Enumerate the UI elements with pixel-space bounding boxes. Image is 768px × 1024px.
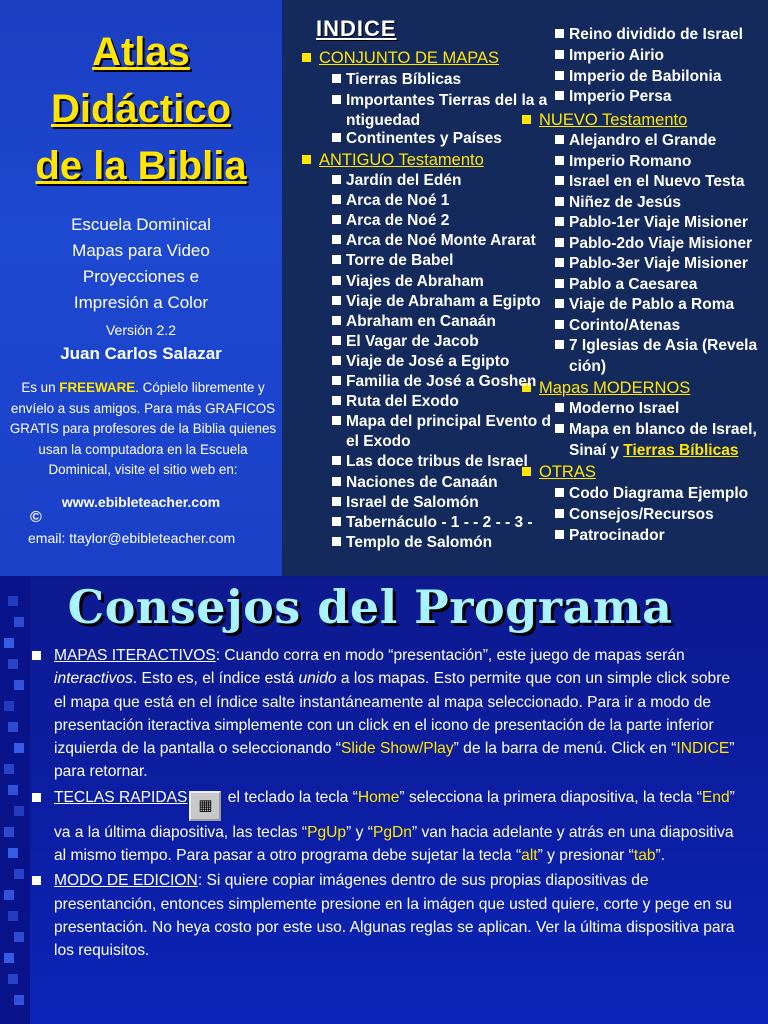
index-item[interactable] bbox=[332, 211, 449, 231]
index-item[interactable] bbox=[555, 275, 697, 295]
tip-text: ” van hacia adelante y atrás en una diapositiva al mismo tiempo. Para pasar a otro programa debe sujetar la tecla “ bbox=[54, 823, 734, 865]
decorative-square bbox=[4, 953, 14, 963]
slideshow-icon[interactable]: ▦ bbox=[189, 791, 221, 821]
bullet-icon bbox=[555, 238, 564, 247]
section-label: OTRAS bbox=[539, 463, 596, 481]
index-heading: INDICE bbox=[316, 16, 397, 41]
index-item-label: El Vagar de Jacob bbox=[346, 332, 479, 350]
section-label: Mapas MODERNOS bbox=[539, 379, 691, 397]
index-item[interactable] bbox=[332, 231, 536, 251]
index-item-label: Viaje de Pablo a Roma bbox=[569, 296, 735, 313]
index-item[interactable] bbox=[332, 332, 479, 352]
bullet-icon bbox=[555, 403, 564, 412]
index-item-label: Jardín del Edén bbox=[346, 172, 462, 189]
tip-highlight: tab bbox=[633, 847, 656, 865]
tip-highlight: PgUp bbox=[307, 823, 347, 841]
index-item-label: Arca de Noé 2 bbox=[346, 212, 450, 230]
bullet-icon bbox=[332, 336, 341, 345]
tip-highlight: PgDn bbox=[372, 823, 412, 841]
subtitle-line: Proyecciones e bbox=[82, 267, 200, 286]
tip-heading: TECLAS RAPIDAS bbox=[54, 788, 188, 806]
tip-heading: MODO DE EDICION bbox=[54, 872, 198, 890]
index-item[interactable] bbox=[332, 292, 541, 312]
index-item-label: Ruta del Exodo bbox=[346, 393, 459, 411]
bullet-icon bbox=[555, 176, 564, 185]
tip-mapas-interactivos bbox=[32, 644, 744, 784]
index-item-label: Codo Diagrama Ejemplo bbox=[569, 485, 749, 502]
tip-text: el teclado la tecla “ bbox=[223, 788, 358, 806]
author-name: Juan Carlos Salazar bbox=[60, 344, 222, 363]
index-item-label: Arca de Noé 1 bbox=[346, 192, 450, 210]
bullet-icon bbox=[555, 217, 564, 226]
bullet-icon bbox=[332, 416, 341, 425]
index-item-label: Familia de José a Goshen bbox=[346, 373, 537, 390]
decorative-square bbox=[8, 785, 18, 795]
bullet-icon bbox=[332, 477, 341, 486]
tip-text: ” y presionar “ bbox=[537, 847, 634, 865]
index-item-label: Niñez de Jesús bbox=[569, 193, 681, 211]
index-item[interactable] bbox=[555, 295, 734, 315]
decorative-square bbox=[4, 701, 14, 711]
subtitle-line: Impresión a Color bbox=[73, 293, 209, 312]
decorative-square bbox=[8, 722, 18, 732]
index-item-label: Imperio de Babilonia bbox=[569, 67, 722, 85]
bullet-icon bbox=[555, 197, 564, 206]
tip-text: . Esto es, el índice está bbox=[132, 670, 299, 688]
decorative-square bbox=[14, 680, 24, 690]
index-item-label: Mapa en blanco de Israel, bbox=[569, 421, 757, 438]
index-item-label: Sinaí y bbox=[569, 442, 624, 459]
bullet-icon bbox=[332, 456, 341, 465]
index-item[interactable] bbox=[555, 152, 691, 172]
bullet-icon bbox=[555, 320, 564, 329]
bullet-icon bbox=[555, 258, 564, 267]
index-item[interactable] bbox=[555, 316, 680, 336]
index-item-label: Pablo-2do Viaje Misioner bbox=[569, 234, 753, 252]
tip-text: ” selecciona la primera diapositiva, la tecla “ bbox=[399, 788, 702, 806]
bullet-icon bbox=[332, 517, 341, 526]
index-item-continuation[interactable] bbox=[569, 441, 738, 461]
index-item[interactable] bbox=[555, 25, 743, 45]
bullet-icon bbox=[555, 488, 564, 497]
index-item[interactable] bbox=[555, 193, 681, 213]
section-conjunto-mapas[interactable] bbox=[302, 48, 499, 68]
tip-text-italic: unido bbox=[298, 670, 337, 688]
index-item[interactable] bbox=[555, 254, 748, 274]
tip-text: : Cuando corra en modo “presentación”, este juego de mapas serán bbox=[215, 647, 685, 664]
copyright-symbol: © bbox=[30, 509, 42, 526]
bullet-icon bbox=[332, 175, 341, 184]
tip-text-italic: interactivos bbox=[54, 670, 133, 688]
index-item-label: Continentes y Países bbox=[346, 130, 502, 147]
index-item-continuation[interactable] bbox=[346, 432, 411, 452]
index-item-label: Naciones de Canaán bbox=[346, 473, 498, 491]
bullet-icon bbox=[332, 195, 341, 204]
atlas-title bbox=[0, 24, 282, 195]
index-item-label: Israel de Salomón bbox=[346, 493, 479, 511]
index-item[interactable] bbox=[332, 533, 492, 553]
bullet-icon bbox=[332, 133, 341, 142]
index-item-label: Mapa del principal Evento d bbox=[346, 413, 551, 431]
index-item-label: el Exodo bbox=[346, 433, 411, 451]
index-item[interactable] bbox=[555, 46, 664, 66]
section-label: NUEVO Testamento bbox=[539, 111, 688, 129]
bullet-icon bbox=[302, 53, 311, 62]
bullet-icon bbox=[332, 497, 341, 506]
index-item-continuation[interactable] bbox=[346, 111, 420, 131]
index-item-label: Israel en el Nuevo Testa bbox=[569, 173, 745, 190]
subtitle-line: Escuela Dominical bbox=[71, 215, 211, 234]
index-item-label: 7 Iglesias de Asia (Revela bbox=[569, 337, 758, 354]
index-item-label: ntiguedad bbox=[346, 112, 421, 129]
bullet-icon bbox=[32, 651, 41, 660]
tips-list bbox=[32, 644, 744, 965]
index-item-label: Las doce tribus de Israel bbox=[346, 453, 528, 471]
index-item[interactable] bbox=[555, 131, 716, 151]
bullet-icon bbox=[555, 530, 564, 539]
index-item[interactable] bbox=[332, 493, 479, 513]
title-line-3: de la Biblia bbox=[35, 144, 247, 188]
bullet-icon bbox=[555, 29, 564, 38]
bullet-icon bbox=[332, 276, 341, 285]
index-item-label: Corinto/Atenas bbox=[569, 316, 681, 334]
bullet-icon bbox=[332, 235, 341, 244]
index-item[interactable] bbox=[332, 372, 536, 392]
index-item[interactable] bbox=[332, 91, 547, 111]
index-item[interactable] bbox=[332, 352, 509, 372]
bullet-icon bbox=[555, 299, 564, 308]
bullet-icon bbox=[555, 509, 564, 518]
decorative-square bbox=[4, 827, 14, 837]
bullet-icon bbox=[555, 424, 564, 433]
section-mapas-modernos[interactable] bbox=[522, 378, 690, 398]
index-item-label: Torre de Babel bbox=[346, 252, 454, 270]
freeware-highlight: FREEWARE bbox=[59, 380, 136, 395]
index-panel bbox=[282, 0, 768, 576]
bullet-icon bbox=[555, 340, 564, 349]
decorative-square bbox=[8, 659, 18, 669]
title-panel bbox=[0, 0, 282, 576]
index-item[interactable] bbox=[555, 67, 721, 87]
tip-text: ”. bbox=[655, 847, 666, 865]
index-item[interactable] bbox=[332, 392, 459, 412]
tip-highlight: End bbox=[701, 788, 730, 806]
bullet-icon bbox=[555, 156, 564, 165]
index-item[interactable] bbox=[555, 505, 714, 525]
tip-text: a los mapas. Esto permite que con un simple click sobre el mapa que está en el índice salte instantáneamente al mapa seleccionado. Para ir a modo de presentación iteractiva simplemente con un click en el icono de presentación de la parte inferior izquierda de la pantalla o seleccionando “ bbox=[54, 670, 731, 758]
decorative-square bbox=[8, 911, 18, 921]
freeware-note bbox=[8, 378, 278, 481]
index-item[interactable] bbox=[332, 129, 502, 149]
decorative-square bbox=[14, 995, 24, 1005]
bullet-icon bbox=[332, 537, 341, 546]
index-item[interactable] bbox=[555, 87, 672, 107]
title-line-2: Didáctico bbox=[50, 87, 232, 131]
index-item-label: Tabernáculo - 1 - - 2 - - 3 - bbox=[346, 513, 533, 531]
bullet-icon bbox=[32, 793, 41, 802]
tip-text: ” va a la última diapositiva, las teclas “ bbox=[54, 788, 735, 841]
index-item-label: Imperio Persa bbox=[569, 88, 672, 106]
tip-modo-edicion bbox=[32, 869, 744, 962]
index-item-label: Alejandro el Grande bbox=[569, 132, 717, 149]
bullet-icon bbox=[332, 396, 341, 405]
index-item[interactable] bbox=[555, 172, 744, 192]
decorative-square bbox=[14, 932, 24, 942]
bullet-icon bbox=[332, 255, 341, 264]
index-item-label: Pablo-1er Viaje Misioner bbox=[569, 214, 748, 231]
bullet-icon bbox=[555, 91, 564, 100]
decorative-strip bbox=[0, 576, 30, 1024]
tip-highlight: Home bbox=[357, 788, 400, 806]
bullet-icon bbox=[332, 356, 341, 365]
index-item[interactable] bbox=[555, 399, 679, 419]
tip-highlight: INDICE bbox=[676, 740, 730, 758]
index-item-label: Pablo a Caesarea bbox=[569, 275, 698, 293]
index-item[interactable] bbox=[332, 191, 449, 211]
index-item-label: Arca de Noé Monte Ararat bbox=[346, 232, 536, 250]
index-item-label: Abraham en Canaán bbox=[346, 312, 496, 330]
index-item[interactable] bbox=[332, 312, 496, 332]
bullet-icon bbox=[302, 155, 311, 164]
tip-text: : Si quiere copiar imágenes dentro de sus propias diapositivas de presentanción, entonces simplemente presione en la imágen que usted quiere, corte y pege en su presentación. No heya costo por este uso. Algunas reglas se aplican. Ver la última dispositiva para los requisitos. bbox=[54, 872, 735, 960]
tip-highlight: alt bbox=[521, 847, 538, 865]
tip-text: ” y “ bbox=[346, 823, 373, 841]
index-item[interactable] bbox=[332, 513, 533, 533]
subtitle-line: Mapas para Video bbox=[72, 241, 210, 260]
decorative-square bbox=[4, 638, 14, 648]
subtitle bbox=[0, 212, 282, 316]
index-item[interactable] bbox=[332, 412, 551, 432]
index-item[interactable] bbox=[332, 473, 498, 493]
bullet-icon bbox=[555, 279, 564, 288]
index-item-label: Imperio Airio bbox=[569, 46, 665, 64]
version-label: Versión 2.2 bbox=[105, 322, 177, 338]
tip-teclas-rapidas bbox=[32, 786, 744, 868]
bullet-icon bbox=[332, 296, 341, 305]
tip-highlight: Slide Show/Play bbox=[340, 740, 454, 758]
index-item-label: Reino dividido de Israel bbox=[569, 26, 743, 43]
bullet-icon bbox=[555, 71, 564, 80]
index-item-label: Moderno Israel bbox=[569, 400, 680, 417]
index-item-continuation[interactable] bbox=[569, 357, 606, 377]
decorative-square bbox=[14, 743, 24, 753]
index-item-label: ción) bbox=[569, 357, 607, 375]
index-item-label: Tierras Bíblicas bbox=[346, 71, 462, 88]
bullet-icon bbox=[555, 50, 564, 59]
bullet-icon bbox=[332, 74, 341, 83]
bullet-icon bbox=[332, 376, 341, 385]
bullet-icon bbox=[522, 115, 531, 124]
bullet-icon bbox=[332, 215, 341, 224]
index-item[interactable] bbox=[555, 420, 757, 440]
section-antiguo-testamento[interactable] bbox=[302, 150, 484, 170]
index-item[interactable] bbox=[555, 234, 752, 254]
index-item-label: Patrocinador bbox=[569, 526, 665, 544]
decorative-square bbox=[14, 806, 24, 816]
email-link[interactable]: email: ttaylor@ebibleteacher.com bbox=[28, 530, 236, 546]
index-item-label: Imperio Romano bbox=[569, 152, 692, 170]
index-item[interactable] bbox=[332, 70, 461, 90]
index-item-label: Importantes Tierras del la a bbox=[346, 92, 548, 109]
decorative-square bbox=[8, 848, 18, 858]
bullet-icon bbox=[555, 135, 564, 144]
index-item-label: Consejos/Recursos bbox=[569, 505, 714, 523]
tips-title: Consejos del Programa bbox=[67, 580, 673, 634]
bullet-icon bbox=[32, 876, 41, 885]
index-item[interactable] bbox=[332, 452, 528, 472]
decorative-square bbox=[14, 869, 24, 879]
tip-heading: MAPAS ITERACTIVOS bbox=[54, 647, 216, 664]
index-item[interactable] bbox=[555, 526, 665, 546]
website-link[interactable]: www.ebibleteacher.com bbox=[61, 494, 221, 510]
tip-text: ” de la barra de menú. Click en “ bbox=[453, 740, 677, 758]
decorative-square bbox=[4, 890, 14, 900]
tips-panel bbox=[0, 576, 768, 1024]
tierras-biblicas-link[interactable]: Tierras Bíblicas bbox=[623, 442, 739, 459]
tip-text: ” para retornar. bbox=[54, 740, 735, 781]
index-item-label: Pablo-3er Viaje Misioner bbox=[569, 255, 748, 272]
index-item[interactable] bbox=[332, 171, 461, 191]
index-item[interactable] bbox=[332, 272, 484, 292]
index-item-label: Templo de Salomón bbox=[346, 533, 493, 551]
index-item[interactable] bbox=[555, 336, 757, 356]
index-item-label: Viaje de José a Egipto bbox=[346, 352, 510, 370]
index-item-label: Viajes de Abraham bbox=[346, 272, 484, 290]
index-item-label: Viaje de Abraham a Egipto bbox=[346, 292, 541, 310]
index-item[interactable] bbox=[332, 251, 453, 271]
freeware-post: . Cópielo libremente y envíelo a sus amigos. Para más GRAFICOS GRATIS para profesores de la Biblia quienes usan la computadora en la Escuela Dominical, visite el sitio web en: bbox=[9, 380, 277, 477]
section-otras[interactable] bbox=[522, 462, 596, 482]
decorative-square bbox=[4, 764, 14, 774]
bullet-icon bbox=[332, 316, 341, 325]
bullet-icon bbox=[332, 95, 341, 104]
freeware-pre: Es un bbox=[21, 380, 60, 395]
section-nuevo-testamento[interactable] bbox=[522, 110, 687, 130]
section-label: ANTIGUO Testamento bbox=[319, 151, 484, 169]
section-label: CONJUNTO DE MAPAS bbox=[319, 49, 499, 67]
index-item[interactable] bbox=[555, 484, 748, 504]
index-item[interactable] bbox=[555, 213, 748, 233]
title-line-1: Atlas bbox=[92, 30, 190, 74]
decorative-square bbox=[8, 974, 18, 984]
